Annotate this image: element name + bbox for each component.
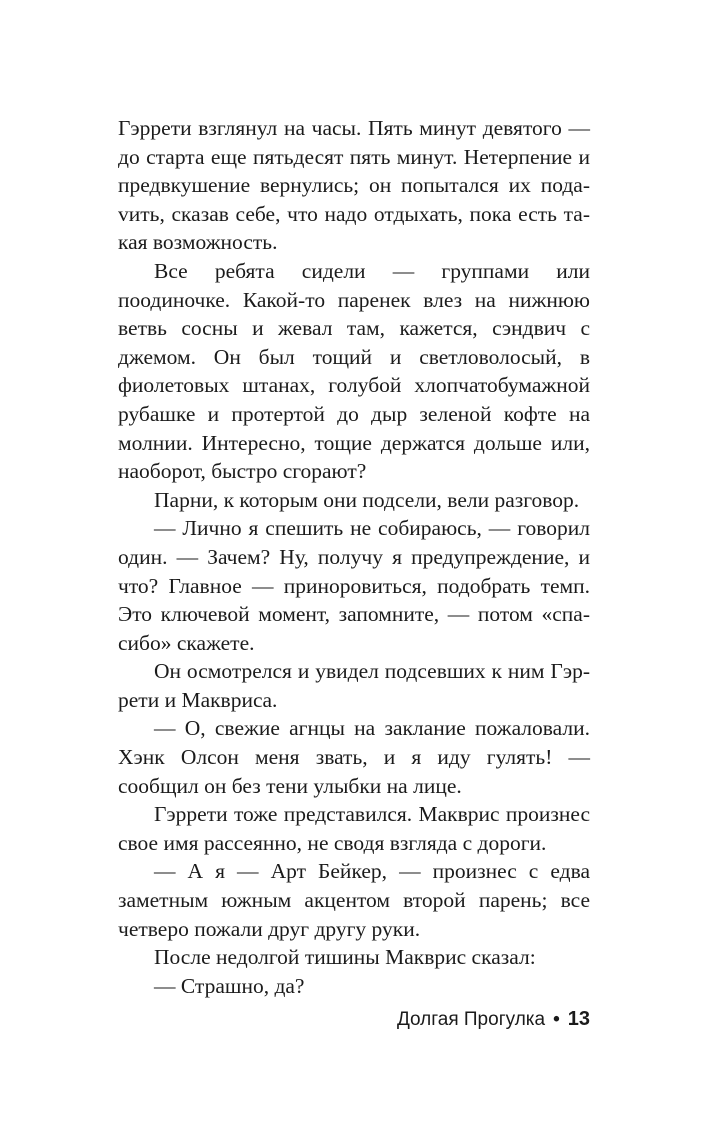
paragraph-5: Он осмотрелся и увидел подсевших к ним Гэррети и Макврисa. [118, 659, 590, 712]
bullet-separator: • [553, 1009, 560, 1030]
page-number: 13 [567, 1008, 590, 1030]
paragraph-8: — А я — Арт Бейкер, — произнес с едва заметным южным акцентом второй парень; все четверо пожали друг другу руки. [118, 859, 590, 941]
paragraph-7: Гэррети тоже представился. Макврис произнес свое имя рассеянно, не сводя взгляда с дороги. [118, 802, 590, 855]
paragraph-1: Гэррети взглянул на часы. Пять минут девятого — до старта еще пятьдесят пять минут. Нетерпение и предвкушение вернулись; он попытался их подаvить, сказав себе, что надо отдыхать, пока есть такая возможность. [118, 116, 590, 255]
paragraph-10: — Страшно, да? [154, 973, 305, 998]
paragraph-6: — О, свежие агнцы на заклание пожаловали. Хэнк Олсон меня звать, и я иду гулять! — сообщил он без тени улыбки на лице. [118, 716, 590, 798]
running-footer [118, 1008, 590, 1031]
book-title: Долгая Прогулка [396, 1009, 546, 1030]
paragraph-9: После недолгой тишины Макврис сказал: [154, 945, 536, 970]
paragraph-2: Все ребята сидели — группами или поодиночке. Какой-то паренек влез на нижнюю ветвь сосны и жевал там, кажется, сэндвич с джемом. Он был тощий и светловолосый, в фиолетовых штанах, голубой хлопчатобумажной рубашке и протертой до дыр зеленой кофте на молнии. Интересно, тощие держатся дольше или, наоборот, быстро сгорают? [118, 258, 590, 484]
body-text [118, 114, 590, 1000]
paragraph-4: — Лично я спешить не собираюсь, — говорил один. — Зачем? Ну, получу я предупреждение, и что? Главное — приноровиться, подобрать темп. Это ключевой момент, запомните, — потом «спасибо» скажете. [118, 516, 590, 655]
paragraph-3: Парни, к которым они подсели, вели разговор. [154, 487, 580, 512]
